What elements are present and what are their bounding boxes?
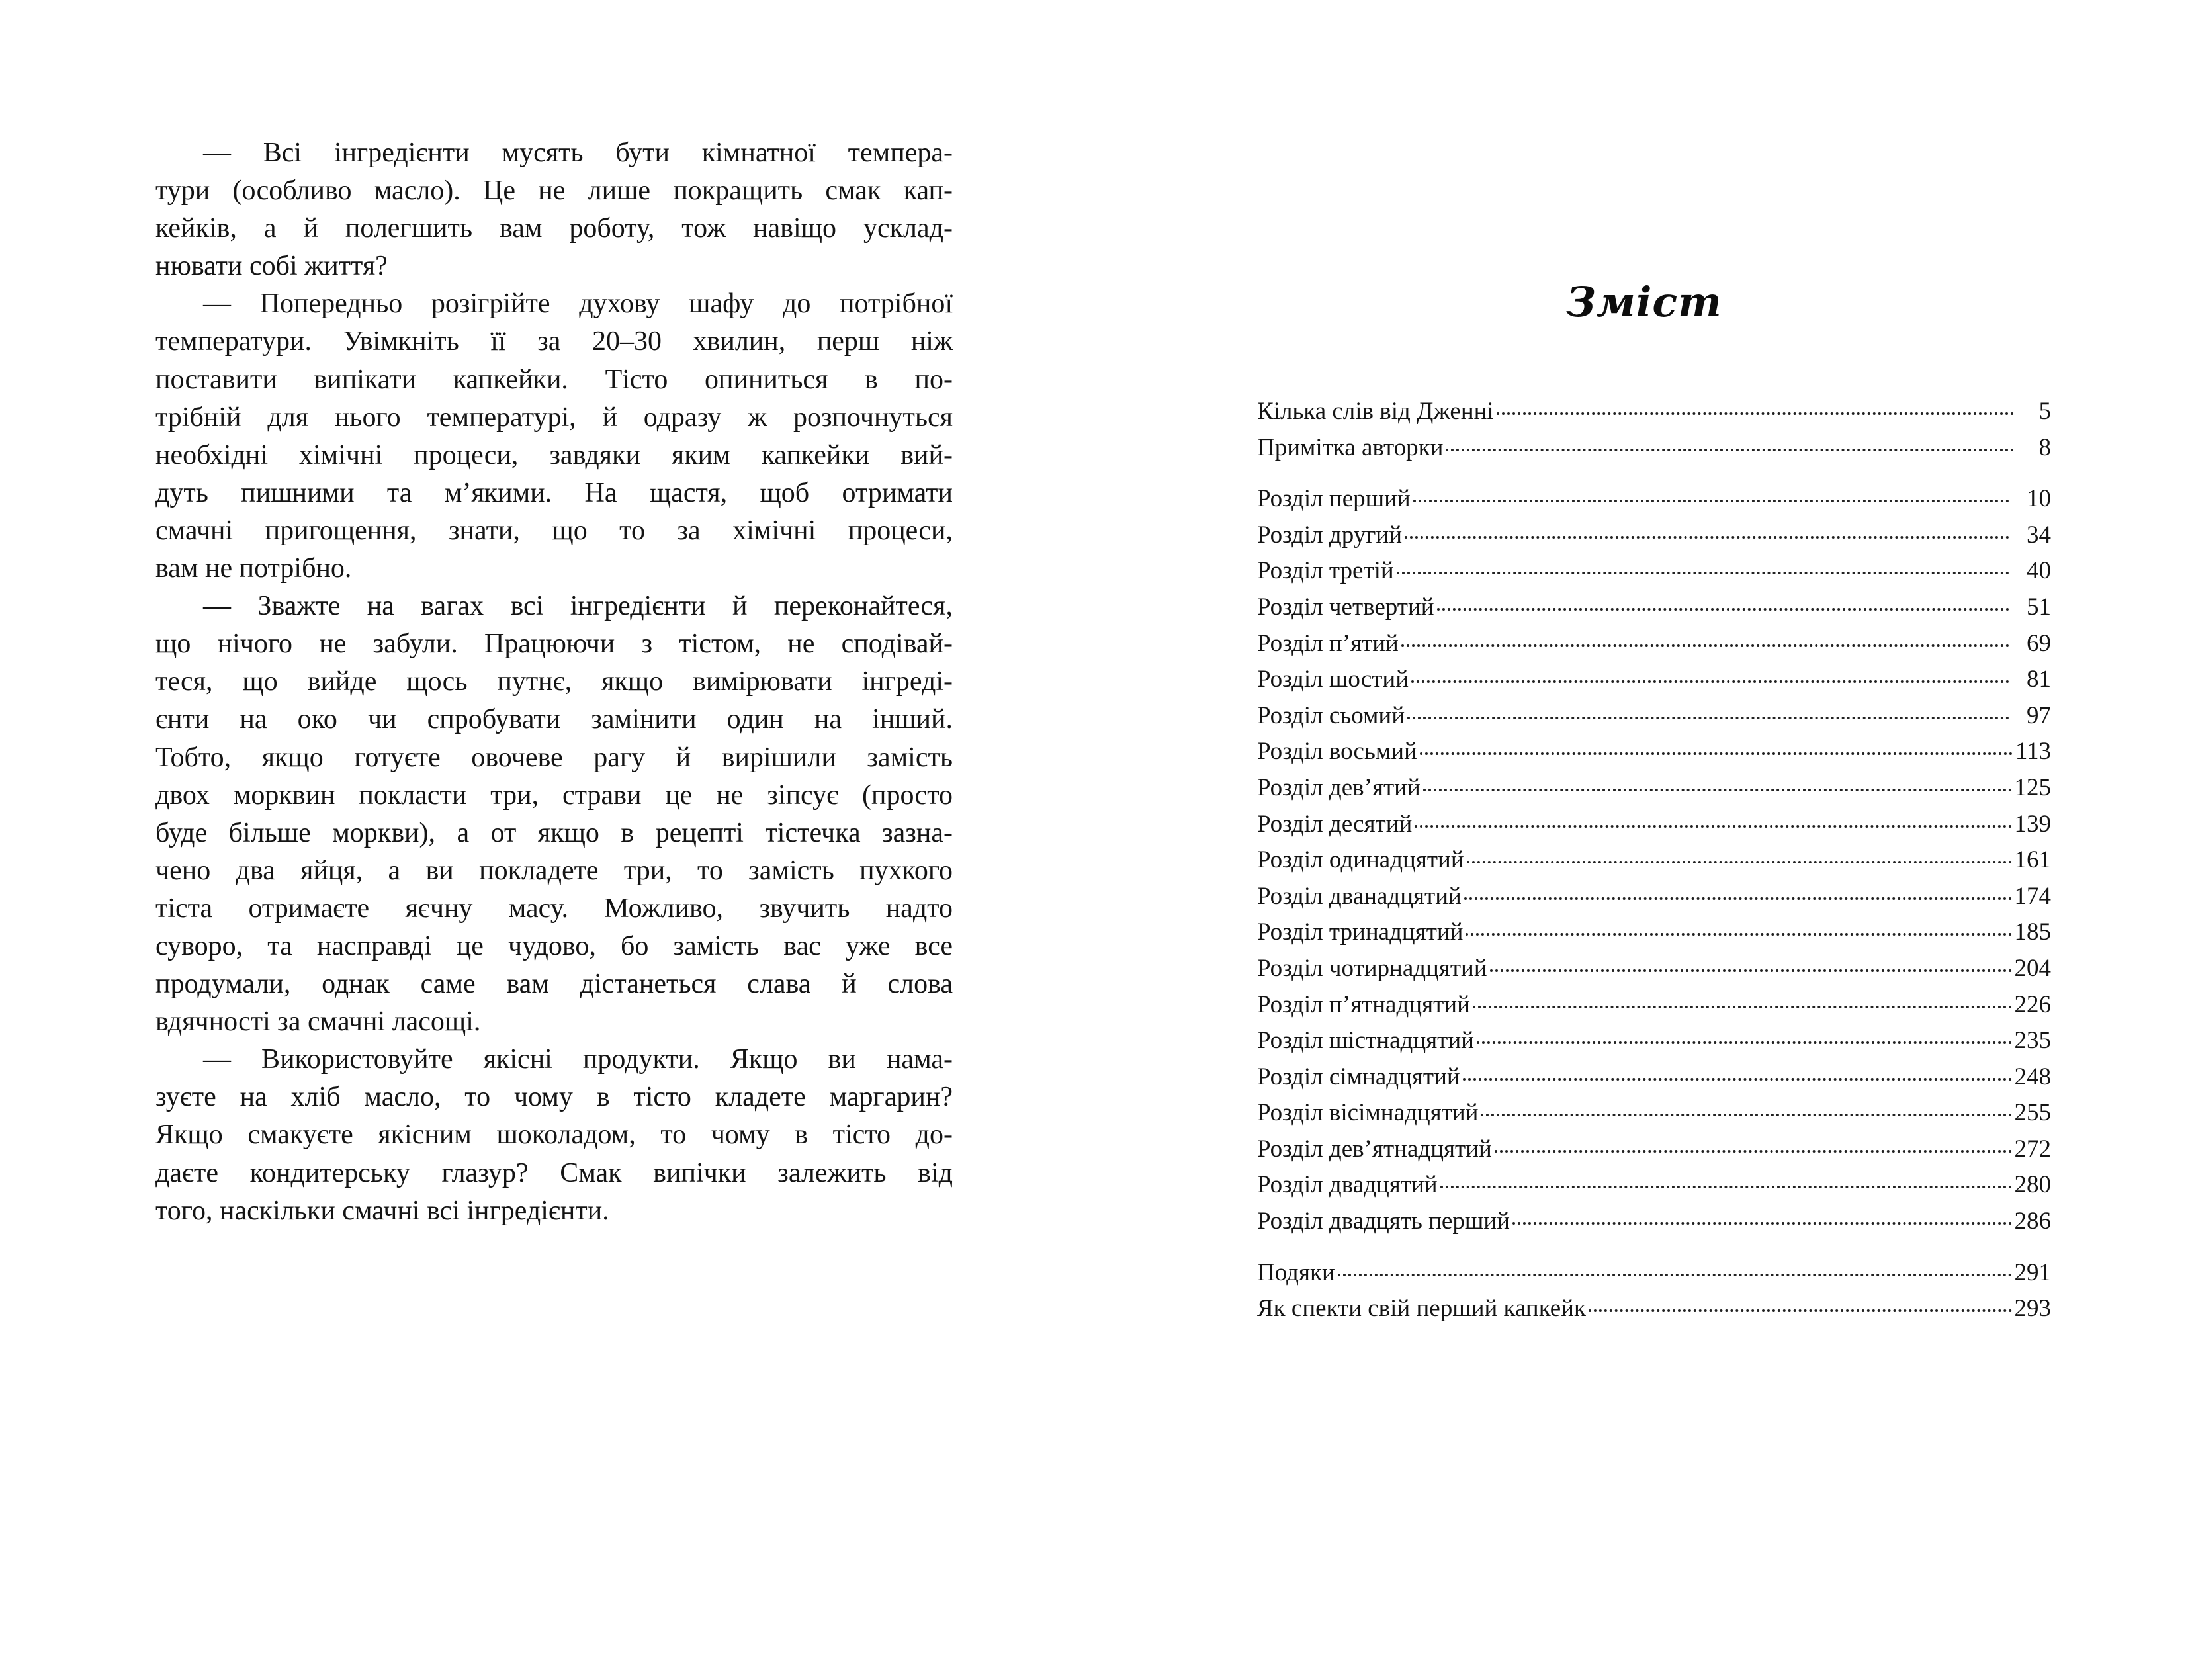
toc-entry-label: Розділ шостий [1257, 666, 1409, 693]
toc-entry[interactable] [1257, 1171, 2051, 1207]
text-line: зуєте на хліб масло, то чому в тісто кладете маргарин? [155, 1082, 953, 1113]
toc-entry-page-number: 185 [2014, 918, 2051, 946]
toc-entry[interactable] [1257, 1259, 2051, 1295]
toc-entry-label: Розділ сьомий [1257, 701, 1405, 729]
text-line: тури (особливо масло). Це не лише покращить смак кап- [155, 175, 953, 206]
paragraph [155, 588, 953, 1041]
toc-entry-label: Розділ сімнадцятий [1257, 1063, 1460, 1090]
text-line: Якщо смакуєте якісним шоколадом, то чому в тісто до- [155, 1120, 953, 1151]
toc-entry-label: Розділ третій [1257, 557, 1394, 585]
paragraph [155, 285, 953, 588]
toc-entry-page-number: 293 [2014, 1295, 2051, 1323]
text-line: Тобто, якщо готуєте овочеве рагу й вирішили замість [155, 742, 953, 773]
toc-title: Зміст [1566, 278, 1722, 326]
toc-entry[interactable] [1257, 1026, 2051, 1063]
toc-entry-label: Розділ дванадцятий [1257, 882, 1462, 910]
toc-entry-page-number: 51 [2027, 593, 2051, 621]
text-line: що нічого не забули. Працюючи з тістом, не сподівай- [155, 629, 953, 660]
text-line: — Зважте на вагах всі інгредієнти й переконайтеся, [203, 591, 953, 622]
text-line: теся, що вийде щось путнє, якщо вимірювати інгреді- [155, 666, 953, 697]
toc-entry[interactable] [1257, 556, 2051, 593]
toc-entry[interactable] [1257, 737, 2051, 774]
toc-entry-page-number: 69 [2027, 629, 2051, 657]
dot-leader [1440, 1186, 2012, 1188]
toc-entry-label: Розділ двадцять перший [1257, 1208, 1510, 1235]
toc-entry-label: Як спекти свій перший капкейк [1257, 1295, 1586, 1323]
text-line: тіста отримаєте яєчну масу. Можливо, звучить надто [155, 893, 953, 924]
toc-entry[interactable] [1257, 593, 2051, 629]
toc-entry-page-number: 235 [2014, 1027, 2051, 1055]
toc-entry[interactable] [1257, 1135, 2051, 1171]
toc-entry-label: Кілька слів від Дженні [1257, 398, 1494, 425]
toc-entry[interactable] [1257, 433, 2051, 470]
text-line: того, наскільки смачні всі інгредієнти. [155, 1195, 609, 1226]
text-line: — Всі інгредієнти мусять бути кімнатної темпера- [203, 138, 953, 168]
toc-entry-page-number: 204 [2014, 954, 2051, 982]
dot-leader [1397, 572, 2009, 574]
dot-leader [1437, 608, 2009, 611]
text-line: смачні пригощення, знати, що то за хімічні процеси, [155, 515, 953, 546]
dot-leader [1463, 1078, 2012, 1081]
dot-leader [1413, 500, 2009, 502]
toc-entry-page-number: 291 [2014, 1259, 2051, 1286]
body-text [155, 134, 953, 1230]
toc-entry-page-number: 161 [2014, 846, 2051, 874]
toc-entry[interactable] [1257, 1098, 2051, 1135]
toc-entry-label: Розділ восьмий [1257, 738, 1417, 766]
dot-leader [1473, 1006, 2012, 1008]
text-line: двох морквин покласти три, страви це не зіпсує (просто [155, 779, 953, 811]
toc-entry-label: Подяки [1257, 1259, 1335, 1286]
toc-group [1257, 397, 2051, 469]
paragraph [155, 134, 953, 285]
toc-group [1257, 1259, 2051, 1331]
toc-entry[interactable] [1257, 846, 2051, 882]
toc-entry-page-number: 34 [2027, 521, 2051, 549]
dot-leader [1407, 717, 2009, 719]
toc-entry-page-number: 10 [2027, 485, 2051, 513]
text-line: необхідні хімічні процеси, завдяки яким капкейки вий- [155, 439, 953, 470]
dot-leader [1411, 680, 2009, 683]
text-line: дуть пишними та м’якими. На щастя, щоб отримати [155, 477, 953, 508]
toc-entry-label: Розділ четвертий [1257, 593, 1434, 621]
text-line: даєте кондитерську глазур? Смак випічки залежить від [155, 1157, 953, 1188]
toc-entry-page-number: 286 [2014, 1208, 2051, 1235]
text-line: вам не потрібно. [155, 553, 352, 584]
toc-entry[interactable] [1257, 774, 2051, 810]
toc-entry-label: Розділ перший [1257, 485, 1411, 513]
toc-entry-page-number: 8 [2038, 433, 2051, 461]
toc-entry-page-number: 272 [2014, 1135, 2051, 1163]
toc-entry-label: Розділ шістнадцятий [1257, 1027, 1474, 1055]
dot-leader [1415, 825, 2011, 828]
toc-entry-page-number: 248 [2014, 1063, 2051, 1090]
toc-entry[interactable] [1257, 1294, 2051, 1331]
dot-leader [1401, 644, 2009, 647]
toc-entry-page-number: 139 [2014, 810, 2051, 838]
dot-leader [1497, 412, 2014, 415]
toc-entry-page-number: 5 [2038, 398, 2051, 425]
toc-entry-page-number: 125 [2014, 774, 2051, 801]
toc-entry[interactable] [1257, 882, 2051, 918]
toc-entry-label: Розділ п’ятнадцятий [1257, 991, 1470, 1018]
dot-leader [1589, 1309, 2012, 1312]
toc-entry[interactable] [1257, 991, 2051, 1027]
toc-entry-label: Розділ чотирнадцятий [1257, 954, 1487, 982]
text-line: вдячності за смачні ласощі. [155, 1006, 481, 1038]
toc-entry-page-number: 255 [2014, 1099, 2051, 1127]
toc-entry-label: Розділ десятий [1257, 810, 1413, 838]
toc-entry-label: Розділ дев’ятнадцятий [1257, 1135, 1492, 1163]
paragraph [155, 1041, 953, 1229]
toc-entry[interactable] [1257, 1063, 2051, 1099]
dot-leader [1512, 1222, 2012, 1225]
dot-leader [1338, 1274, 2012, 1276]
toc-entry-label: Розділ одинадцятий [1257, 846, 1464, 874]
right-page [1094, 0, 2188, 1680]
text-line: нювати собі життя? [155, 251, 388, 282]
toc-entry-label: Примітка авторки [1257, 433, 1444, 461]
dot-leader [1420, 752, 2013, 755]
text-line: суворо, та насправді це чудово, бо замість вас уже все [155, 930, 953, 961]
toc-entry-page-number: 81 [2027, 666, 2051, 693]
toc-entry[interactable] [1257, 484, 2051, 521]
toc-entry[interactable] [1257, 629, 2051, 666]
dot-leader [1464, 897, 2012, 900]
dot-leader [1423, 789, 2012, 791]
toc-entry-label: Розділ тринадцятий [1257, 918, 1464, 946]
toc-entry-page-number: 97 [2027, 701, 2051, 729]
toc-entry[interactable] [1257, 918, 2051, 954]
dot-leader [1446, 449, 2014, 451]
toc-entry[interactable] [1257, 810, 2051, 846]
text-line: поставити випікати капкейки. Тісто опиниться в по- [155, 364, 953, 395]
toc-entry-page-number: 174 [2014, 882, 2051, 910]
toc-entry[interactable] [1257, 397, 2051, 433]
dot-leader [1495, 1150, 2012, 1153]
toc-entry-label: Розділ двадцятий [1257, 1171, 1438, 1199]
table-of-contents [1257, 397, 2051, 1331]
text-line: продумали, однак саме вам дістанеться слава й слова [155, 969, 953, 1000]
dot-leader [1467, 861, 2012, 863]
toc-entry[interactable] [1257, 1207, 2051, 1243]
toc-entry[interactable] [1257, 701, 2051, 738]
text-line: кейків, а й полегшить вам роботу, тож навіщо усклад- [155, 213, 953, 244]
toc-entry[interactable] [1257, 954, 2051, 991]
text-line: температури. Увімкніть її за 20–30 хвилин, перш ніж [155, 326, 953, 357]
toc-entry-page-number: 280 [2014, 1171, 2051, 1199]
toc-entry-label: Розділ вісімнадцятий [1257, 1099, 1479, 1127]
toc-entry-page-number: 226 [2014, 991, 2051, 1018]
text-line: трібній для нього температурі, й одразу ж розпочнуться [155, 402, 953, 433]
text-line: чено два яйця, а ви покладете три, то замість пухкого [155, 855, 953, 886]
dot-leader [1466, 933, 2011, 936]
toc-entry-label: Розділ п’ятий [1257, 629, 1399, 657]
text-line: буде більше моркви), а от якщо в рецепті тістечка зазна- [155, 817, 953, 848]
toc-entry[interactable] [1257, 665, 2051, 701]
dot-leader [1477, 1041, 2012, 1044]
dot-leader [1490, 969, 2012, 972]
toc-entry-page-number: 113 [2015, 738, 2051, 766]
text-line: єнти на око чи спробувати замінити один на інший. [155, 704, 953, 735]
dot-leader [1405, 536, 2009, 539]
toc-entry-label: Розділ дев’ятий [1257, 774, 1421, 801]
text-line: — Використовуйте якісні продукти. Якщо ви нама- [203, 1044, 953, 1075]
toc-entry-page-number: 40 [2027, 557, 2051, 585]
toc-entry[interactable] [1257, 521, 2051, 557]
toc-entry-label: Розділ другий [1257, 521, 1403, 549]
toc-group [1257, 484, 2051, 1243]
dot-leader [1481, 1114, 2011, 1116]
text-line: — Попередньо розігрійте духову шафу до потрібної [203, 288, 953, 320]
